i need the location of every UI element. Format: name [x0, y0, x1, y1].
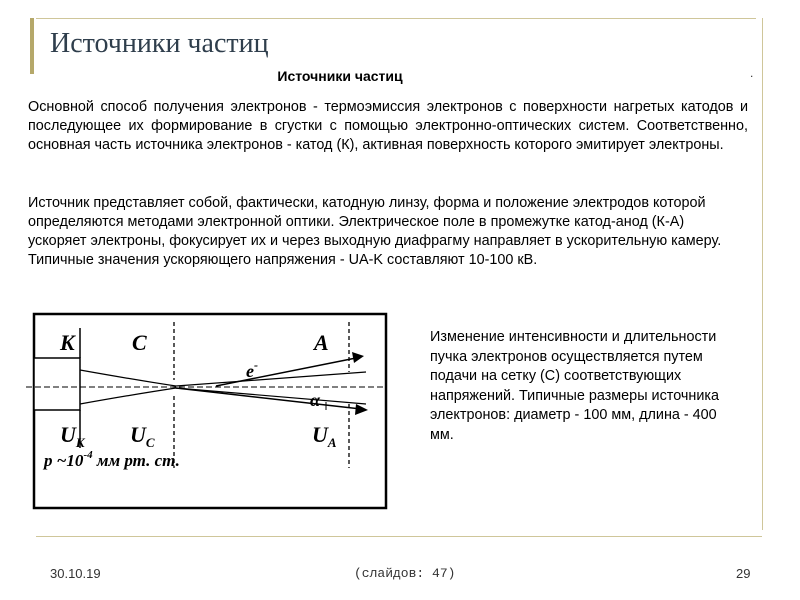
title-accent-bar [30, 18, 34, 74]
paragraph-beam-control: Изменение интенсивности и длительности пучка электронов осуществляется путем подачи на сетку (С) соответствующих напряжений. Типичные размеры источника электронов: диаметр - 100 мм, длина - 400 мм. [430, 329, 719, 443]
electron-gun-diagram [26, 308, 398, 514]
label-alpha: α [310, 390, 320, 410]
slide-title: Источники частиц [50, 28, 269, 59]
corner-mark: . [750, 66, 754, 80]
electron-arrow-line [216, 358, 356, 386]
right-border-rule [762, 18, 763, 530]
label-voltage-uc: $U_C$ [130, 422, 155, 450]
beam-upper-envelope [80, 370, 366, 386]
label-anode-a: A [314, 330, 329, 355]
label-voltage-uk: $U_K$ [60, 422, 85, 450]
footer-slide-count: (слайдов: 47) [354, 566, 456, 581]
label-pressure: p $\sim 10^{-4}$ мм рт. ст. [44, 449, 180, 470]
slide-subtitle: Источники частиц [277, 68, 403, 84]
diagram-frame [34, 314, 386, 508]
paragraph-cathode-lens: Источник представляет собой, фактически, катодную линзу, форма и положение электродов которой определяются методами электронной оптики. Электрическое поле в промежутке катод-анод (К-А) ускоряет электроны, фокусирует их и через выходную диафрагму направляет в ускорительную камеру. Типичные значения ускоряющего напряжения - UA-K составляют 10-100 кВ. [28, 195, 722, 268]
cathode-block [34, 358, 80, 410]
electron-arrow-head [352, 352, 364, 363]
lower-arrow-head [355, 404, 368, 415]
paragraph-thermoemission: Основной способ получения электронов - термоэмиссия электронов с поверхности нагретых катодов и последующее их формирование в сгустки с помощью электронно-оптических систем. Соответственно, основная часть источника электронов - катод (К), активная поверхность которого эмитирует электроны. [28, 99, 748, 153]
label-electron: e- [246, 358, 258, 381]
label-grid-c: C [132, 330, 147, 355]
footer-page-number: 29 [736, 566, 751, 581]
label-cathode-k: K [60, 330, 75, 355]
label-voltage-ua: $U_A$ [312, 422, 337, 450]
title-top-rule [36, 18, 756, 19]
beam-lower-envelope [80, 388, 366, 404]
lower-arrow-line [176, 388, 361, 409]
footer-rule [36, 536, 762, 537]
footer-date: 30.10.19 [50, 566, 101, 581]
